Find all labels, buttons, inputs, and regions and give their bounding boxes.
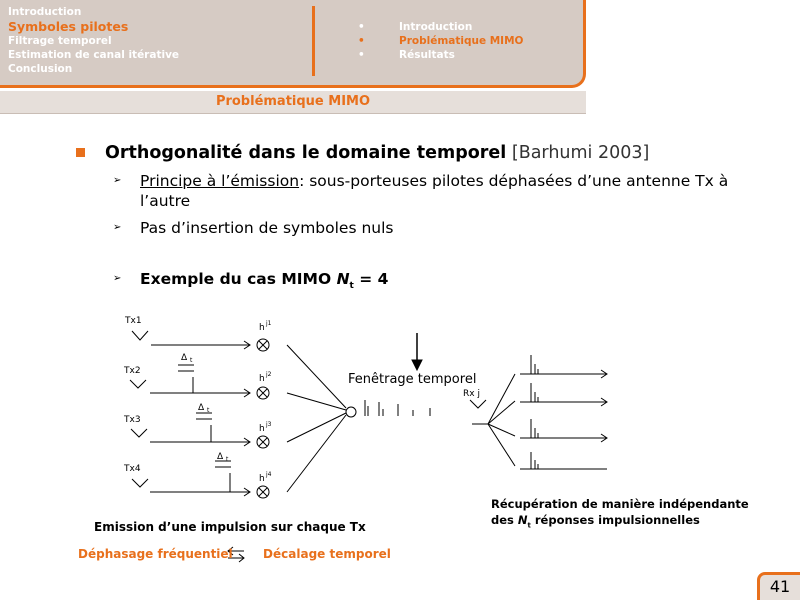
svg-text:j2: j2	[266, 371, 272, 378]
main-bullet-text: Orthogonalité dans le domaine temporel	[105, 143, 507, 163]
arrow-bullet-icon: ➢	[113, 273, 122, 284]
tx3-label: Tx3	[124, 415, 141, 425]
bottom-note-right: Décalage temporel	[263, 547, 391, 561]
nav-subsection-label: Problématique MIMO	[399, 35, 524, 47]
arrow-bullet-icon: ➢	[113, 175, 122, 186]
bottom-note-left: Déphasage fréquentiel	[78, 547, 233, 561]
svg-text:j4: j4	[266, 471, 272, 478]
exemple-var: N	[336, 270, 350, 288]
tx4-arrow	[132, 479, 148, 487]
page-number: 41	[757, 572, 800, 600]
caption-recuperation-line1: Récupération de manière indépendante	[491, 497, 749, 511]
rx-antenna-icon	[470, 400, 486, 408]
tx1-arrow	[132, 331, 148, 340]
delta-label: Δ	[217, 452, 224, 462]
windowing-label: Fenêtrage temporel	[348, 372, 477, 387]
nav-section-estimation[interactable]: Estimation de canal itérative	[8, 49, 180, 61]
principe-label: Principe à l’émission	[140, 172, 300, 190]
bullet-icon: •	[358, 21, 365, 33]
nav-section-conclusion[interactable]: Conclusion	[8, 63, 73, 75]
principe-text-line2: l’autre	[140, 192, 191, 210]
slide-title: Problématique MIMO	[215, 94, 371, 109]
sub-bullet-pas-insertion: Pas d’insertion de symboles nuls	[140, 219, 394, 237]
nav-section-symboles-pilotes[interactable]: Symboles pilotes	[8, 19, 129, 34]
caption-emission: Emission d’une impulsion sur chaque Tx	[94, 520, 366, 534]
principe-text-line1: : sous-porteuses pilotes déphasées d’une antenne Tx à	[299, 172, 729, 190]
nav-subsection-label: Résultats	[399, 49, 455, 61]
delta-label: Δ	[198, 403, 205, 413]
caption-recuperation-line2: des $N_t$ réponses impulsionnelles	[491, 513, 700, 530]
nav-subsection-label: Introduction	[399, 21, 473, 33]
svg-text:j1: j1	[266, 320, 272, 327]
exemple-text: Exemple du cas MIMO	[140, 270, 337, 288]
tx3-arrow	[131, 429, 147, 437]
nav-section-filtrage-temporel[interactable]: Filtrage temporel	[8, 35, 112, 47]
tx1-label: Tx1	[125, 316, 142, 326]
h1-label: h	[259, 323, 265, 333]
main-bullet-reference: [Barhumi 2003]	[511, 143, 650, 163]
bottom-note	[78, 547, 391, 561]
arrow-bullet-icon: ➢	[113, 222, 122, 233]
nav-section-introduction[interactable]: Introduction	[8, 6, 82, 18]
tx2-label: Tx2	[124, 366, 141, 376]
exemple-text-after: = 4	[353, 270, 389, 288]
exemple-sub: t	[349, 281, 354, 292]
svg-text:t: t	[190, 357, 193, 364]
tx4-label: Tx4	[124, 464, 141, 474]
svg-text:t: t	[207, 407, 210, 414]
bullet-icon: •	[358, 35, 365, 47]
tx2-arrow	[130, 380, 146, 388]
delta-label: Δ	[181, 353, 188, 363]
rx-label: Rx j	[463, 389, 480, 399]
svg-text:t: t	[226, 456, 229, 463]
svg-text:j3: j3	[266, 421, 272, 428]
h3-label: h	[259, 424, 265, 434]
bullet-icon: •	[358, 49, 365, 61]
h2-label: h	[259, 374, 265, 384]
caption-recuperation	[491, 496, 749, 533]
h4-label: h	[259, 474, 265, 484]
summation-icon	[346, 407, 356, 417]
